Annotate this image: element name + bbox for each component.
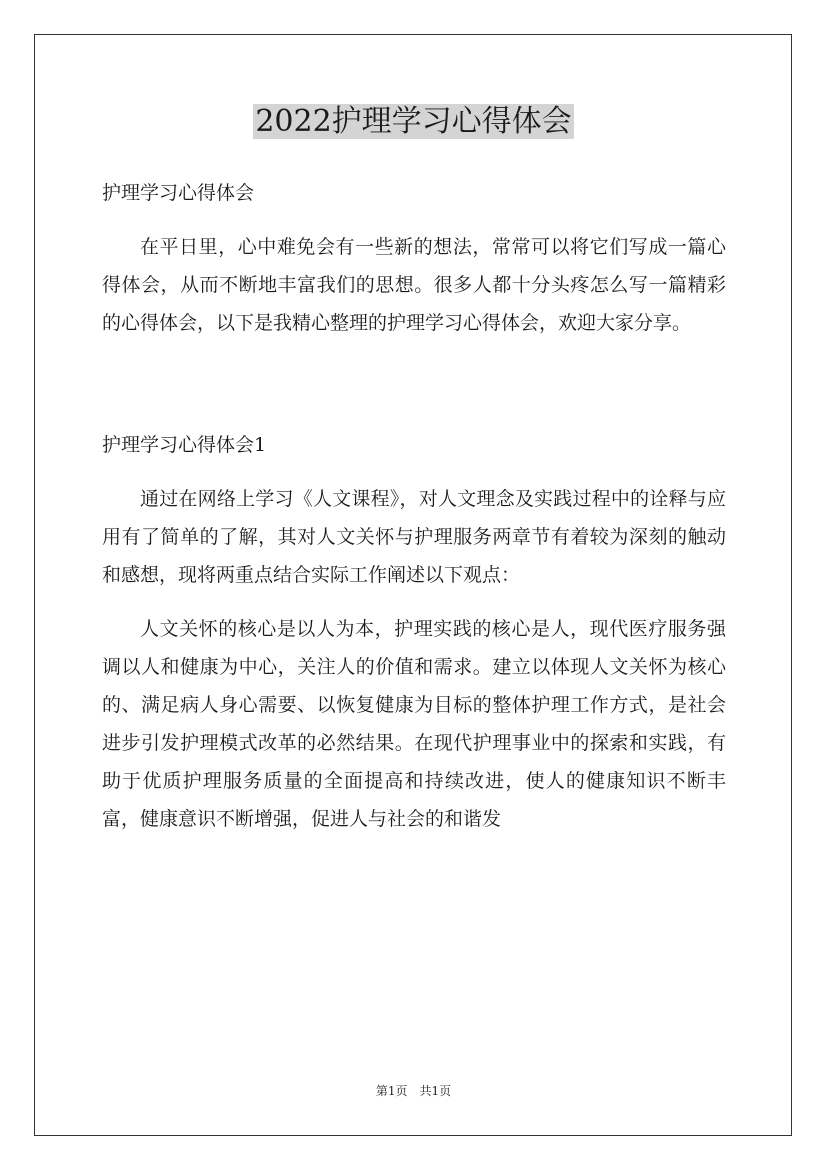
page-number: 第1页 共1页 bbox=[375, 1084, 452, 1098]
document-title bbox=[0, 102, 827, 142]
section-spacer bbox=[102, 358, 726, 426]
document-body bbox=[102, 174, 726, 854]
section1-heading: 护理学习心得体会1 bbox=[102, 434, 267, 456]
section1-paragraph-1: 通过在网络上学习《人文课程》，对人文理念及实践过程中的诠释与应用有了简单的了解，其对人文关怀与护理服务两章节有着较为深刻的触动和感想，现将两重点结合实际工作阐述以下观点： bbox=[102, 488, 726, 586]
intro-paragraph: 在平日里，心中难免会有一些新的想法，常常可以将它们写成一篇心得体会，从而不断地丰富我们的思想。很多人都十分头疼怎么写一篇精彩的心得体会，以下是我精心整理的护理学习心得体会，欢迎大家分享。 bbox=[102, 236, 726, 334]
intro-heading: 护理学习心得体会 bbox=[102, 182, 255, 204]
section1-paragraph-2: 人文关怀的核心是以人为本，护理实践的核心是人，现代医疗服务强调以人和健康为中心，关注人的价值和需求。建立以体现人文关怀为核心的、满足病人身心需要、以恢复健康为目标的整体护理工作方式，是社会进步引发护理模式改革的必然结果。在现代护理事业中的探索和实践，有助于优质护理服务质量的全面提高和持续改进，使人的健康知识不断丰富，健康意识不断增强，促进人与社会的和谐发 bbox=[102, 618, 726, 830]
page-footer bbox=[0, 1083, 827, 1099]
document-title-text: 2022护理学习心得体会 bbox=[255, 104, 572, 139]
